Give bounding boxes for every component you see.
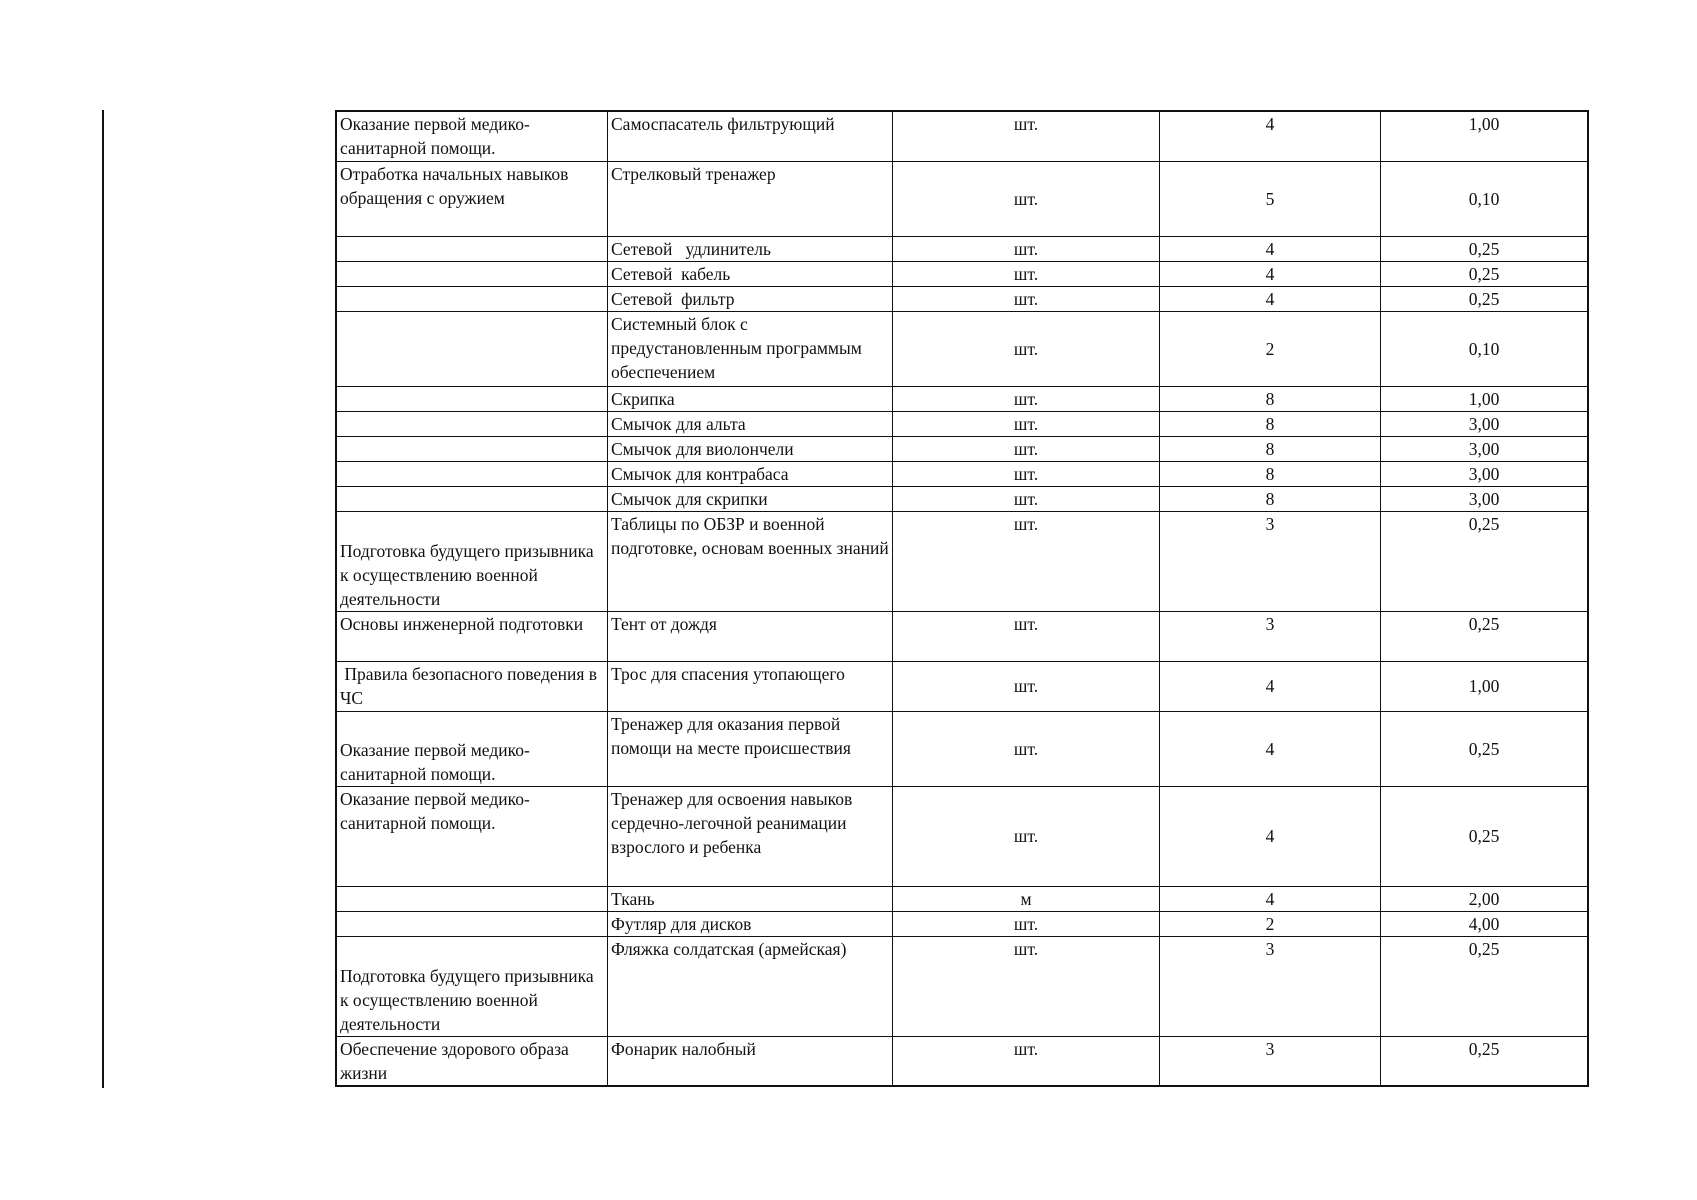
unit-cell: шт. [893, 786, 1160, 886]
quantity-cell: 4 [1160, 711, 1381, 786]
norm-cell: 0,25 [1381, 711, 1589, 786]
unit-cell: шт. [893, 111, 1160, 161]
topic-cell [336, 911, 608, 936]
unit-cell: м [893, 886, 1160, 911]
quantity-cell: 4 [1160, 886, 1381, 911]
topic-cell: Подготовка будущего призывника к осуществлению военной деятельности [336, 511, 608, 611]
topic-cell [336, 461, 608, 486]
unit-cell: шт. [893, 236, 1160, 261]
quantity-cell: 2 [1160, 911, 1381, 936]
quantity-cell: 4 [1160, 111, 1381, 161]
topic-cell [336, 311, 608, 386]
topic-cell: Основы инженерной подготовки [336, 611, 608, 661]
table-row [336, 111, 1588, 161]
item-name-cell: Сетевой фильтр [608, 286, 893, 311]
table-row [336, 311, 1588, 386]
quantity-cell: 8 [1160, 411, 1381, 436]
norm-cell: 4,00 [1381, 911, 1589, 936]
quantity-cell: 4 [1160, 286, 1381, 311]
quantity-cell: 3 [1160, 1036, 1381, 1086]
quantity-cell: 4 [1160, 786, 1381, 886]
item-name-cell: Таблицы по ОБЗР и военной подготовке, основам военных знаний [608, 511, 893, 611]
norm-cell: 0,25 [1381, 936, 1589, 1036]
topic-cell: Обеспечение здорового образа жизни [336, 1036, 608, 1086]
table-row [336, 461, 1588, 486]
quantity-cell: 2 [1160, 311, 1381, 386]
quantity-cell: 3 [1160, 611, 1381, 661]
table-row [336, 386, 1588, 411]
topic-cell [336, 286, 608, 311]
norm-cell: 2,00 [1381, 886, 1589, 911]
norm-cell: 0,25 [1381, 1036, 1589, 1086]
topic-cell: Оказание первой медико-санитарной помощи. [336, 111, 608, 161]
norm-cell: 1,00 [1381, 111, 1589, 161]
topic-cell [336, 236, 608, 261]
topic-cell: Правила безопасного поведения в ЧС [336, 661, 608, 711]
quantity-cell: 5 [1160, 161, 1381, 236]
quantity-cell: 4 [1160, 661, 1381, 711]
item-name-cell: Фляжка солдатская (армейская) [608, 936, 893, 1036]
topic-cell: Оказание первой медико-санитарной помощи. [336, 711, 608, 786]
item-name-cell: Системный блок с предустановленным программым обеспечением [608, 311, 893, 386]
topic-cell [336, 411, 608, 436]
quantity-cell: 3 [1160, 936, 1381, 1036]
unit-cell: шт. [893, 711, 1160, 786]
topic-cell [336, 261, 608, 286]
quantity-cell: 8 [1160, 436, 1381, 461]
quantity-cell: 4 [1160, 261, 1381, 286]
table-row [336, 611, 1588, 661]
table-row [336, 411, 1588, 436]
table-row [336, 486, 1588, 511]
unit-cell: шт. [893, 411, 1160, 436]
table-row [336, 236, 1588, 261]
item-name-cell: Смычок для скрипки [608, 486, 893, 511]
unit-cell: шт. [893, 311, 1160, 386]
unit-cell: шт. [893, 611, 1160, 661]
unit-cell: шт. [893, 286, 1160, 311]
norm-cell: 0,10 [1381, 161, 1589, 236]
item-name-cell: Тренажер для оказания первой помощи на месте происшествия [608, 711, 893, 786]
item-name-cell: Скрипка [608, 386, 893, 411]
item-name-cell: Стрелковый тренажер [608, 161, 893, 236]
item-name-cell: Смычок для контрабаса [608, 461, 893, 486]
table-row [336, 161, 1588, 236]
quantity-cell: 3 [1160, 511, 1381, 611]
norm-cell: 0,25 [1381, 236, 1589, 261]
norm-cell: 0,10 [1381, 311, 1589, 386]
item-name-cell: Самоспасатель фильтрующий [608, 111, 893, 161]
norm-cell: 1,00 [1381, 386, 1589, 411]
table-row [336, 711, 1588, 786]
topic-cell: Отработка начальных навыков обращения с оружием [336, 161, 608, 236]
item-name-cell: Смычок для виолончели [608, 436, 893, 461]
norm-cell: 3,00 [1381, 461, 1589, 486]
item-name-cell: Трос для спасения утопающего [608, 661, 893, 711]
quantity-cell: 4 [1160, 236, 1381, 261]
item-name-cell: Фонарик налобный [608, 1036, 893, 1086]
norm-cell: 0,25 [1381, 511, 1589, 611]
item-name-cell: Тент от дождя [608, 611, 893, 661]
norm-cell: 0,25 [1381, 786, 1589, 886]
unit-cell: шт. [893, 386, 1160, 411]
unit-cell: шт. [893, 511, 1160, 611]
table-row [336, 886, 1588, 911]
unit-cell: шт. [893, 436, 1160, 461]
topic-cell [336, 386, 608, 411]
table-row [336, 786, 1588, 886]
unit-cell: шт. [893, 911, 1160, 936]
table-row [336, 936, 1588, 1036]
topic-cell [336, 436, 608, 461]
norm-cell: 0,25 [1381, 261, 1589, 286]
table-row [336, 1036, 1588, 1086]
unit-cell: шт. [893, 936, 1160, 1036]
norm-cell: 0,25 [1381, 611, 1589, 661]
item-name-cell: Сетевой удлинитель [608, 236, 893, 261]
table-row [336, 661, 1588, 711]
norm-cell: 3,00 [1381, 411, 1589, 436]
table-row [336, 911, 1588, 936]
equipment-table [335, 110, 1589, 1087]
quantity-cell: 8 [1160, 486, 1381, 511]
norm-cell: 1,00 [1381, 661, 1589, 711]
table-row [336, 511, 1588, 611]
unit-cell: шт. [893, 161, 1160, 236]
item-name-cell: Футляр для дисков [608, 911, 893, 936]
topic-cell [336, 486, 608, 511]
norm-cell: 0,25 [1381, 286, 1589, 311]
unit-cell: шт. [893, 486, 1160, 511]
topic-cell: Подготовка будущего призывника к осуществлению военной деятельности [336, 936, 608, 1036]
unit-cell: шт. [893, 1036, 1160, 1086]
quantity-cell: 8 [1160, 386, 1381, 411]
topic-cell: Оказание первой медико-санитарной помощи. [336, 786, 608, 886]
item-name-cell: Ткань [608, 886, 893, 911]
unit-cell: шт. [893, 661, 1160, 711]
table-row [336, 436, 1588, 461]
norm-cell: 3,00 [1381, 436, 1589, 461]
topic-cell [336, 886, 608, 911]
item-name-cell: Смычок для альта [608, 411, 893, 436]
norm-cell: 3,00 [1381, 486, 1589, 511]
unit-cell: шт. [893, 461, 1160, 486]
page-margin-line [102, 110, 104, 1088]
item-name-cell: Сетевой кабель [608, 261, 893, 286]
quantity-cell: 8 [1160, 461, 1381, 486]
unit-cell: шт. [893, 261, 1160, 286]
item-name-cell: Тренажер для освоения навыков сердечно-легочной реанимации взрослого и ребенка [608, 786, 893, 886]
table-row [336, 261, 1588, 286]
table-row [336, 286, 1588, 311]
